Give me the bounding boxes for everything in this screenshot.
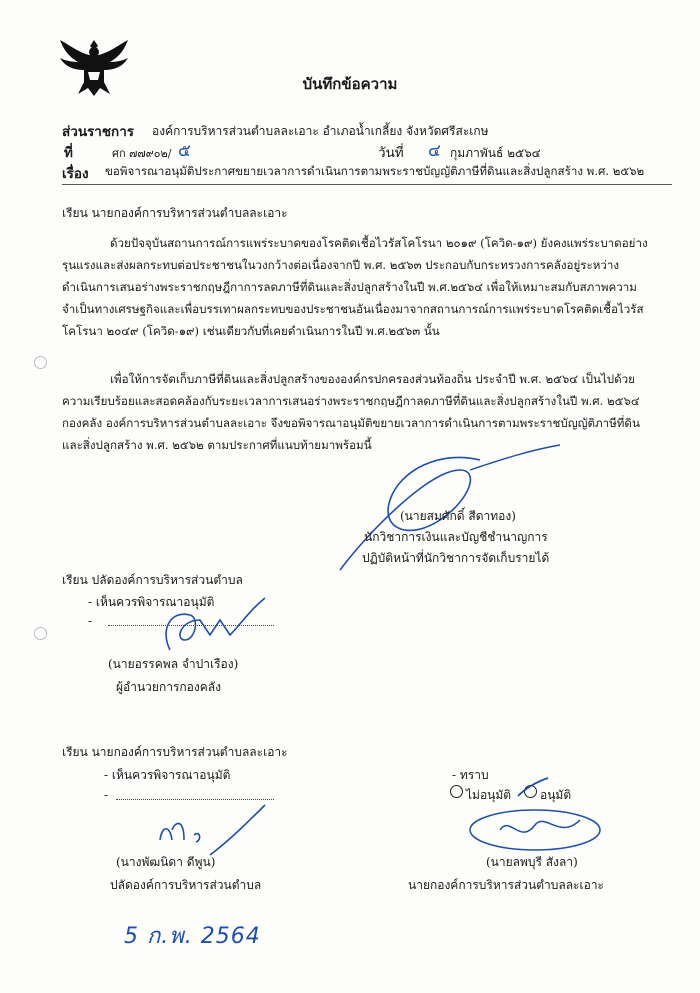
signer1-title: นักวิชาการเงินและบัญชีชำนาญการ (364, 530, 548, 544)
date-label: วันที่ (378, 145, 404, 161)
date-value: กุมภาพันธ์ ๒๕๖๔ (450, 146, 541, 160)
block2-to: เรียน ปลัดองค์การบริหารส่วนตำบล (62, 573, 243, 587)
salutation: เรียน นายกองค์การบริหารส่วนตำบลละเอาะ (62, 206, 288, 220)
subject-value: ขอพิจารณาอนุมัติประกาศขยายเวลาการดำเนินการตามพระราชบัญญัติภาษีที่ดินและสิ่งปลูกสร้าง พ.ศ. ๒๕๖๒ (105, 164, 645, 178)
para1-line: ดำเนินการเสนอร่างพระราชกฤษฎีกาการลดภาษีที่ดินและสิ่งปลูกสร้างในปี พ.ศ.๒๕๖๔ เพื่อให้เหมาะสมกับสภาพความ (62, 280, 637, 294)
signature-3 (150, 800, 270, 860)
block4-title: นายกองค์การบริหารส่วนตำบลละเอาะ (408, 878, 604, 892)
page-title: บันทึกข้อความ (302, 75, 398, 93)
agency-label: ส่วนราชการ (62, 124, 135, 140)
block3-opinion: - เห็นควรพิจารณาอนุมัติ (104, 768, 231, 782)
para2-line: และสิ่งปลูกสร้าง พ.ศ. ๒๕๖๒ ตามประกาศที่แนบท้ายมาพร้อมนี้ (62, 438, 372, 452)
not-approve-label: ไม่อนุมัติ (466, 788, 512, 802)
block3-dash: - (104, 788, 109, 802)
handwritten-receipt-date: 5 ก.พ. 2564 (124, 924, 261, 949)
para1-line: รุนแรงและส่งผลกระทบต่อประชาชนในวงกว้างต่อเนื่องจากปี พ.ศ. ๒๕๖๓ ประกอบกับกระทรวงการคลังอยู่ระหว่าง (62, 258, 620, 272)
approve-label: อนุมัติ (540, 788, 572, 802)
block2-name: (นายอรรคพล จำปาเรือง) (108, 657, 239, 671)
para1-line: ด้วยปัจจุบันสถานการณ์การแพร่ระบาดของโรคติดเชื้อไวรัสโคโรนา ๒๐๑๙ (โควิด-๑๙) ยังคงแพร่ระบาดอย่าง (110, 236, 648, 250)
para2-line: กองคลัง องค์การบริหารส่วนตำบลละเอาะ จึงขอพิจารณาอนุมัติขยายเวลาการดำเนินการตามพระราชบัญญัติภาษีที่ดิน (62, 416, 640, 430)
para1-line: จำเป็นทางเศรษฐกิจและเพื่อบรรเทาผลกระทบของประชาชนอันเนื่องมาจากสถานการณ์การแพร่ระบาดโรคติดเชื้อไวรัส (62, 302, 644, 316)
ref-label: ที่ (64, 145, 73, 161)
para1-line: โคโรนา ๒๐๔๙ (โควิด-๑๙) เช่นเดียวกับที่เคยดำเนินการในปี พ.ศ.๒๕๖๓ นั้น (62, 324, 440, 338)
date-handwritten-day: ๔ (428, 141, 441, 161)
signer1-subtitle: ปฏิบัติหน้าที่นักวิชาการจัดเก็บรายได้ (362, 551, 550, 565)
subject-label: เรื่อง (62, 166, 89, 182)
paragraph-1 (62, 232, 674, 342)
signer1-name: (นายสมศักดิ์ สีดาทอง) (400, 509, 516, 523)
ref-value: ศก ๗๗๙๐๒/ (112, 147, 172, 160)
block3-name: (นางพัฒนิดา ดีพูน) (116, 855, 216, 869)
punch-hole (34, 627, 47, 640)
block3-title: ปลัดองค์การบริหารส่วนตำบล (110, 878, 262, 892)
punch-hole (34, 356, 47, 369)
block3-to: เรียน นายกองค์การบริหารส่วนตำบลละเอาะ (62, 745, 288, 759)
signature-4 (460, 800, 610, 860)
para2-line: ความเรียบร้อยและสอดคล้องกับระยะเวลาการเสนอร่างพระราชกฤษฎีกาลดภาษีที่ดินและสิ่งปลูกสร้างในปี พ.ศ. ๒๕๖๔ (62, 394, 640, 408)
block4-name: (นายลพบุรี สังลา) (486, 855, 578, 869)
block2-dash: - (88, 614, 93, 628)
signature-2 (150, 590, 270, 660)
ref-handwritten-number: ๕ (178, 141, 191, 161)
agency-value: องค์การบริหารส่วนตำบลละเอาะ อำเภอน้ำเกลี้ยง จังหวัดศรีสะเกษ (152, 124, 489, 138)
block4-ack: - ทราบ (452, 768, 489, 782)
block2-opinion: - เห็นควรพิจารณาอนุมัติ (88, 595, 215, 609)
para2-line: เพื่อให้การจัดเก็บภาษีที่ดินและสิ่งปลูกสร้างขององค์กรปกครองส่วนท้องถิ่น ประจำปี พ.ศ. ๒๕๖๔ เป็นไปด้วย (110, 372, 635, 386)
header-divider (62, 184, 672, 185)
not-approve-checkbox (450, 785, 463, 798)
block2-title: ผู้อำนวยการกองคลัง (116, 680, 221, 694)
